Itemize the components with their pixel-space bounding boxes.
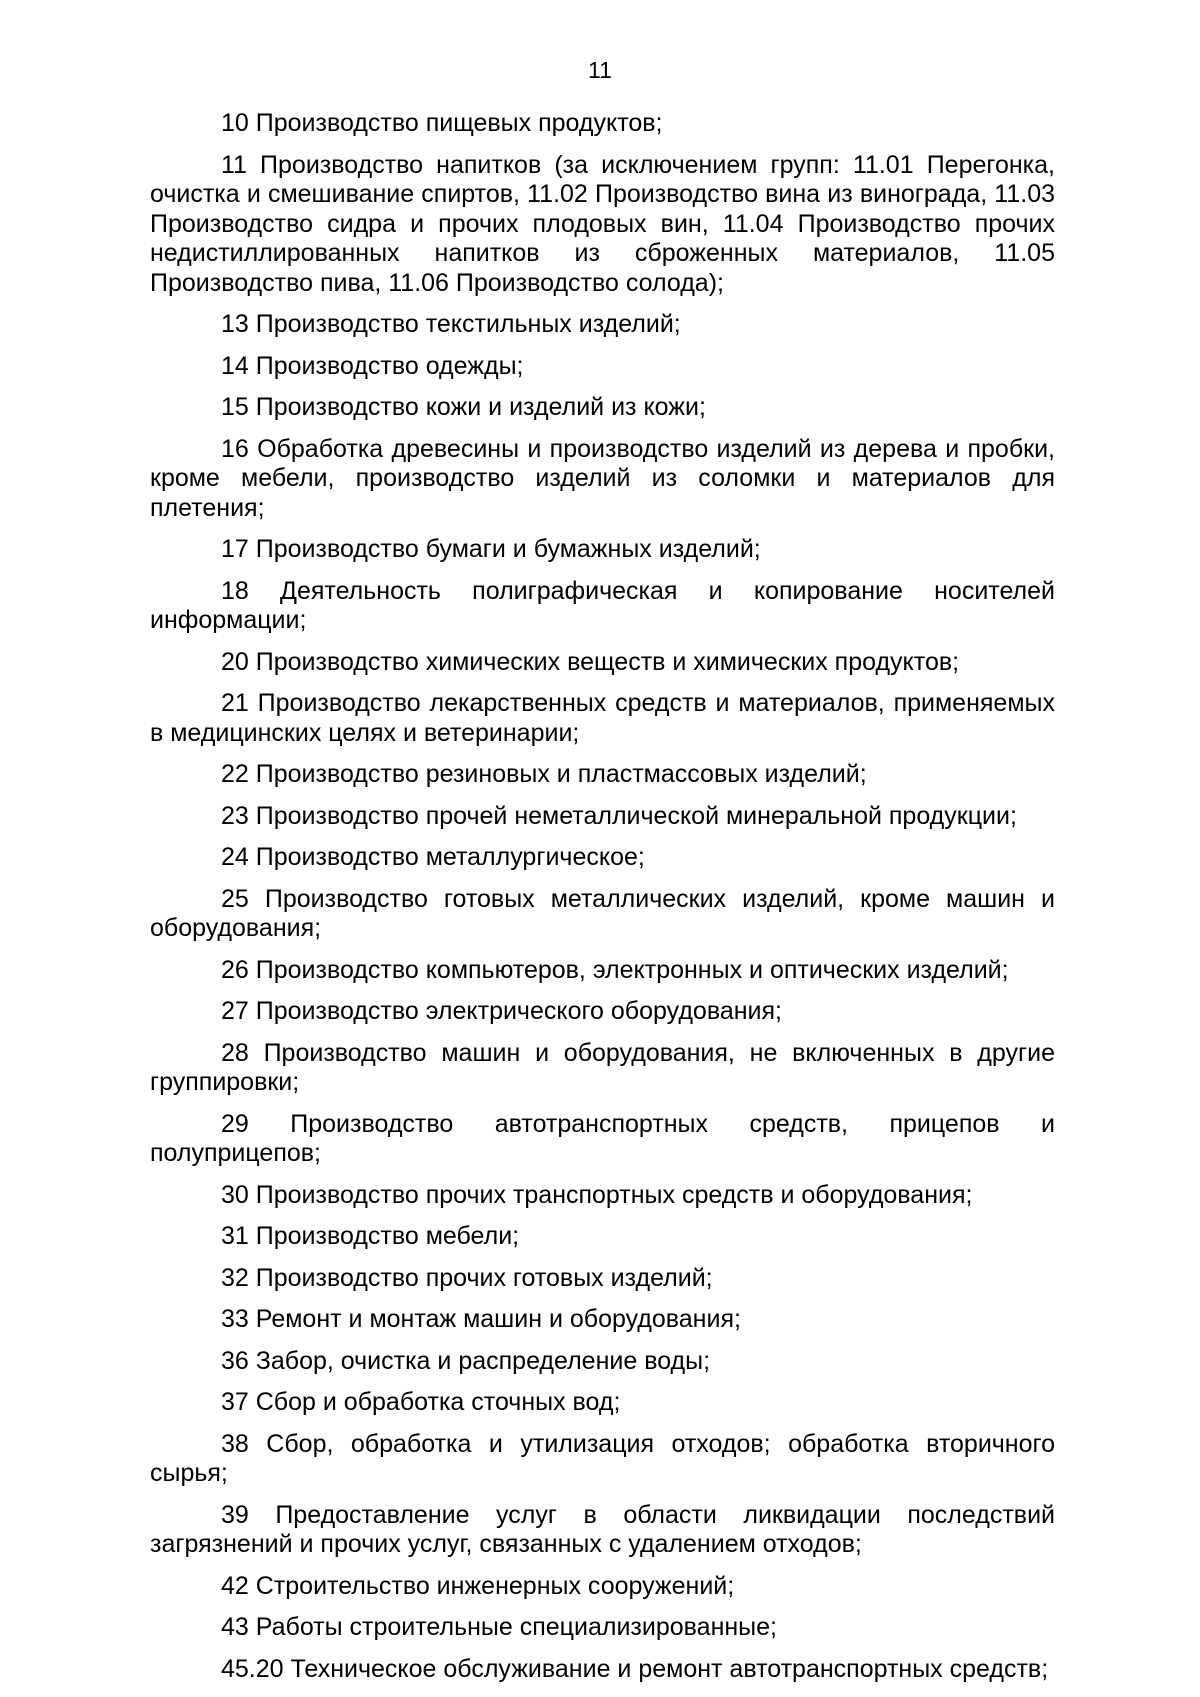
list-item: 32 Производство прочих готовых изделий; — [221, 1263, 713, 1292]
list-item: 27 Производство электрического оборудования; — [221, 997, 782, 1025]
list-item: 31 Производство мебели; — [221, 1222, 520, 1250]
list-item: 38 Сбор, обработка и утилизация отходов; обработка вторичного сырья; — [150, 1429, 1055, 1487]
list-item: 39 Предоставление услуг в области ликвидации последствий загрязнений и прочих услуг, связанных с удалением отходов; — [150, 1500, 1055, 1558]
document-body — [150, 109, 1055, 1696]
list-item: 43 Работы строительные специализированные; — [221, 1613, 777, 1641]
list-item: 17 Производство бумаги и бумажных изделий; — [221, 535, 761, 563]
list-item: 22 Производство резиновых и пластмассовых изделий; — [221, 760, 867, 788]
list-item: 10 Производство пищевых продуктов; — [221, 109, 663, 137]
list-item: 13 Производство текстильных изделий; — [221, 310, 681, 338]
list-item: 29 Производство автотранспортных средств, прицепов и полуприцепов; — [150, 1109, 1055, 1167]
list-item: 20 Производство химических веществ и химических продуктов; — [221, 647, 960, 676]
list-item: 28 Производство машин и оборудования, не включенных в другие группировки; — [150, 1038, 1055, 1096]
list-item: 37 Сбор и обработка сточных вод; — [221, 1388, 621, 1416]
list-item: 21 Производство лекарственных средств и материалов, применяемых в медицинских целях и ветеринарии; — [150, 689, 1055, 747]
list-item: 36 Забор, очистка и распределение воды; — [221, 1346, 711, 1375]
page-number: 11 — [588, 57, 612, 83]
list-item: 26 Производство компьютеров, электронных и оптических изделий; — [221, 955, 1009, 984]
list-item: 42 Строительство инженерных сооружений; — [221, 1571, 735, 1600]
list-item: 33 Ремонт и монтаж машин и оборудования; — [221, 1305, 741, 1333]
list-item: 24 Производство металлургическое; — [221, 843, 645, 871]
list-item: 15 Производство кожи и изделий из кожи; — [221, 393, 706, 421]
list-item: 11 Производство напитков (за исключением групп: 11.01 Перегонка, очистка и смешивание спиртов, 11.02 Производство вина из винограда, 11.03 Производство сидра и прочих плодовых вин, 11.04 Производство прочих недистиллированных напитков из сброженных материалов, 11.05 Производство пива, 11.06 Производство солода); — [150, 150, 1055, 297]
list-item: 18 Деятельность полиграфическая и копирование носителей информации; — [150, 576, 1055, 634]
list-item: 30 Производство прочих транспортных средств и оборудования; — [221, 1180, 973, 1209]
list-item: 14 Производство одежды; — [221, 351, 524, 380]
list-item: 16 Обработка древесины и производство изделий из дерева и пробки, кроме мебели, производство изделий из соломки и материалов для плетения; — [150, 434, 1055, 522]
list-item: 25 Производство готовых металлических изделий, кроме машин и оборудования; — [150, 884, 1055, 942]
list-item: 45.20 Техническое обслуживание и ремонт автотранспортных средств; — [221, 1654, 1049, 1683]
list-item: 23 Производство прочей неметаллической минеральной продукции; — [221, 801, 1017, 830]
